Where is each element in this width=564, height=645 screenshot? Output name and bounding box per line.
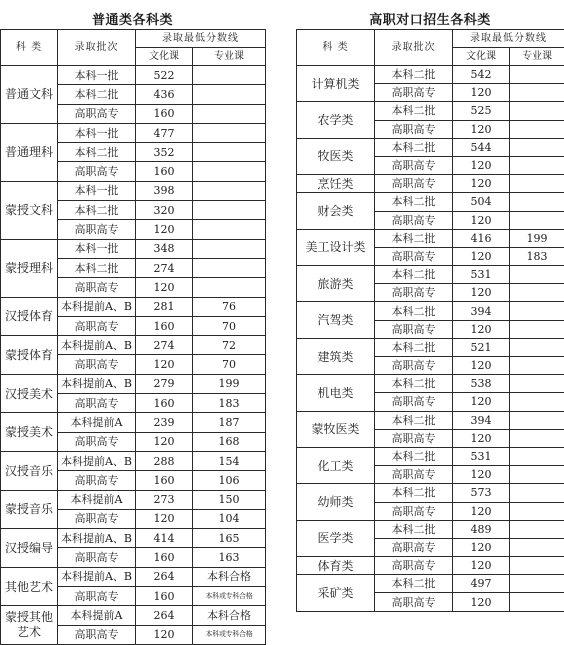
- table-row: [1, 529, 266, 548]
- batch-cell: 高职高专: [375, 538, 453, 556]
- major-score-cell: 本科或专科合格: [193, 625, 266, 644]
- batch-cell: 本科二批: [58, 85, 136, 104]
- culture-score-cell: 239: [136, 413, 193, 432]
- batch-cell: 本科提前A: [58, 490, 136, 509]
- table-row: [1, 297, 266, 316]
- batch-cell: 本科二批: [375, 193, 453, 211]
- batch-cell: 高职高专: [375, 393, 453, 411]
- batch-cell: 高职高专: [375, 429, 453, 447]
- culture-score-cell: 120: [453, 357, 510, 375]
- batch-cell: 高职高专: [58, 104, 136, 123]
- subject-cell: 汉授体育: [1, 297, 58, 336]
- subject-cell: 蒙牧医类: [297, 411, 375, 447]
- culture-score-cell: 573: [453, 484, 510, 502]
- subject-cell: 财会类: [297, 193, 375, 229]
- vocational-score-table: [296, 29, 564, 612]
- culture-score-cell: 120: [453, 284, 510, 302]
- general-score-table: [0, 29, 266, 645]
- batch-cell: 高职高专: [375, 284, 453, 302]
- batch-cell: 高职高专: [58, 220, 136, 239]
- table-row: [1, 606, 266, 625]
- table-row: [297, 266, 564, 284]
- culture-score-cell: 120: [136, 355, 193, 374]
- culture-score-cell: 160: [136, 548, 193, 567]
- batch-cell: 高职高专: [375, 466, 453, 484]
- culture-score-cell: 320: [136, 201, 193, 220]
- major-score-cell: [510, 211, 564, 229]
- batch-cell: 高职高专: [375, 247, 453, 265]
- culture-score-cell: 274: [136, 258, 193, 277]
- batch-cell: 本科二批: [58, 201, 136, 220]
- table-row: [297, 520, 564, 538]
- major-score-cell: 187: [193, 413, 266, 432]
- culture-score-cell: 497: [453, 575, 510, 593]
- major-score-cell: 106: [193, 471, 266, 490]
- culture-score-cell: 160: [136, 104, 193, 123]
- culture-score-cell: 352: [136, 143, 193, 162]
- major-score-cell: [510, 393, 564, 411]
- major-score-cell: 199: [510, 229, 564, 247]
- batch-cell: 本科二批: [58, 143, 136, 162]
- batch-cell: 高职高专: [375, 120, 453, 138]
- subject-cell: 机电类: [297, 375, 375, 411]
- major-score-cell: [510, 520, 564, 538]
- table-row: [1, 123, 266, 142]
- batch-header: 录取批次: [375, 30, 453, 66]
- subject-cell: 化工类: [297, 447, 375, 483]
- culture-score-cell: 120: [136, 278, 193, 297]
- subject-cell: 蒙授体育: [1, 336, 58, 375]
- culture-score-cell: 120: [453, 84, 510, 102]
- major-header: 专业课: [510, 48, 564, 66]
- subject-cell: 牧医类: [297, 138, 375, 174]
- major-score-cell: [510, 102, 564, 120]
- major-score-cell: [193, 239, 266, 258]
- subject-cell: 医学类: [297, 520, 375, 556]
- culture-score-cell: 120: [136, 432, 193, 451]
- subject-cell: 美工设计类: [297, 229, 375, 265]
- subject-cell: 蒙授文科: [1, 181, 58, 239]
- culture-score-cell: 120: [136, 509, 193, 528]
- table-row: [297, 193, 564, 211]
- culture-score-cell: 120: [453, 156, 510, 174]
- batch-cell: 本科一批: [58, 181, 136, 200]
- batch-cell: 高职高专: [375, 557, 453, 575]
- subject-cell: 普通理科: [1, 123, 58, 181]
- major-score-cell: [510, 138, 564, 156]
- major-score-cell: [193, 220, 266, 239]
- subject-cell: 采矿类: [297, 575, 375, 611]
- batch-cell: 高职高专: [375, 211, 453, 229]
- table-row: [297, 575, 564, 593]
- table-row: [1, 567, 266, 586]
- batch-cell: 高职高专: [58, 432, 136, 451]
- batch-cell: 本科提前A、B: [58, 336, 136, 355]
- subject-cell: 汉授编导: [1, 529, 58, 568]
- major-score-cell: [510, 502, 564, 520]
- batch-cell: 高职高专: [375, 84, 453, 102]
- table-row: [1, 451, 266, 470]
- culture-score-cell: 436: [136, 85, 193, 104]
- header-row: [1, 30, 266, 48]
- subject-cell: 汉授音乐: [1, 451, 58, 490]
- culture-score-cell: 522: [136, 66, 193, 85]
- batch-cell: 本科一批: [58, 123, 136, 142]
- culture-score-cell: 120: [453, 557, 510, 575]
- batch-cell: 本科二批: [375, 484, 453, 502]
- major-score-cell: 76: [193, 297, 266, 316]
- header-row: [297, 30, 564, 48]
- table-row: [297, 338, 564, 356]
- major-score-cell: 163: [193, 548, 266, 567]
- major-score-cell: [193, 143, 266, 162]
- subject-cell: 其他艺术: [1, 567, 58, 606]
- batch-cell: 高职高专: [58, 278, 136, 297]
- major-score-cell: [510, 156, 564, 174]
- major-score-cell: 168: [193, 432, 266, 451]
- culture-score-cell: 288: [136, 451, 193, 470]
- subject-header: 科 类: [297, 30, 375, 66]
- major-score-cell: [193, 278, 266, 297]
- culture-score-cell: 525: [453, 102, 510, 120]
- culture-score-cell: 544: [453, 138, 510, 156]
- table-row: [297, 102, 564, 120]
- major-score-cell: [510, 557, 564, 575]
- major-score-cell: [510, 84, 564, 102]
- batch-cell: 高职高专: [375, 320, 453, 338]
- subject-cell: 蒙授理科: [1, 239, 58, 297]
- table-row: [297, 557, 564, 575]
- table-row: [297, 411, 564, 429]
- culture-score-cell: 538: [453, 375, 510, 393]
- major-score-cell: [193, 162, 266, 181]
- culture-score-cell: 120: [453, 502, 510, 520]
- batch-cell: 本科二批: [375, 229, 453, 247]
- batch-cell: 高职高专: [58, 587, 136, 606]
- batch-cell: 本科二批: [375, 138, 453, 156]
- culture-score-cell: 160: [136, 587, 193, 606]
- batch-cell: 高职高专: [58, 394, 136, 413]
- major-score-cell: 199: [193, 374, 266, 393]
- major-score-cell: [510, 375, 564, 393]
- culture-score-cell: 120: [453, 466, 510, 484]
- major-score-cell: 165: [193, 529, 266, 548]
- major-score-cell: 72: [193, 336, 266, 355]
- batch-cell: 本科二批: [375, 375, 453, 393]
- subject-cell: 计算机类: [297, 66, 375, 102]
- major-score-cell: [510, 447, 564, 465]
- major-score-cell: [510, 193, 564, 211]
- culture-score-cell: 120: [453, 393, 510, 411]
- subject-cell: 蒙授其他艺术: [1, 606, 58, 645]
- subject-cell: 幼师类: [297, 484, 375, 520]
- batch-cell: 本科提前A、B: [58, 529, 136, 548]
- culture-score-cell: 348: [136, 239, 193, 258]
- major-score-cell: [510, 466, 564, 484]
- major-score-cell: 183: [193, 394, 266, 413]
- major-score-cell: [193, 181, 266, 200]
- batch-cell: 本科提前A: [58, 606, 136, 625]
- major-score-cell: [193, 104, 266, 123]
- batch-cell: 本科提前A、B: [58, 297, 136, 316]
- batch-cell: 本科二批: [375, 66, 453, 84]
- major-score-cell: [510, 575, 564, 593]
- batch-cell: 高职高专: [58, 355, 136, 374]
- table-row: [1, 374, 266, 393]
- major-score-cell: [193, 123, 266, 142]
- subject-cell: 蒙授美术: [1, 413, 58, 452]
- culture-score-cell: 120: [453, 593, 510, 611]
- culture-score-cell: 414: [136, 529, 193, 548]
- major-score-cell: 104: [193, 509, 266, 528]
- major-score-cell: [510, 484, 564, 502]
- batch-cell: 本科二批: [375, 520, 453, 538]
- culture-score-cell: 394: [453, 411, 510, 429]
- batch-cell: 高职高专: [58, 471, 136, 490]
- major-score-cell: 70: [193, 355, 266, 374]
- batch-cell: 本科二批: [375, 575, 453, 593]
- culture-score-cell: 160: [136, 316, 193, 335]
- culture-score-cell: 120: [453, 247, 510, 265]
- culture-score-cell: 531: [453, 447, 510, 465]
- subject-cell: 建筑类: [297, 338, 375, 374]
- table-row: [297, 175, 564, 193]
- table-row: [297, 302, 564, 320]
- major-score-cell: [510, 593, 564, 611]
- batch-cell: 本科二批: [375, 266, 453, 284]
- major-score-cell: 本科合格: [193, 567, 266, 586]
- batch-cell: 本科提前A、B: [58, 374, 136, 393]
- vocational-panel-title: 高职对口招生各科类: [296, 9, 564, 28]
- batch-cell: 高职高专: [58, 162, 136, 181]
- table-row: [297, 447, 564, 465]
- batch-cell: 高职高专: [375, 593, 453, 611]
- batch-cell: 本科二批: [375, 447, 453, 465]
- subject-cell: 烹饪类: [297, 175, 375, 193]
- subject-cell: 旅游类: [297, 266, 375, 302]
- major-score-cell: 本科合格: [193, 606, 266, 625]
- table-row: [1, 66, 266, 85]
- culture-score-cell: 264: [136, 567, 193, 586]
- table-row: [297, 66, 564, 84]
- culture-score-cell: 274: [136, 336, 193, 355]
- culture-header: 文化课: [136, 48, 193, 66]
- batch-cell: 高职高专: [58, 316, 136, 335]
- batch-cell: 本科二批: [375, 338, 453, 356]
- major-score-cell: 150: [193, 490, 266, 509]
- major-score-cell: [510, 338, 564, 356]
- major-score-cell: [510, 411, 564, 429]
- table-row: [1, 239, 266, 258]
- major-score-cell: [510, 538, 564, 556]
- major-score-cell: [193, 258, 266, 277]
- culture-score-cell: 160: [136, 394, 193, 413]
- culture-score-cell: 398: [136, 181, 193, 200]
- subject-cell: 汽驾类: [297, 302, 375, 338]
- table-row: [1, 490, 266, 509]
- batch-cell: 本科二批: [375, 411, 453, 429]
- major-score-cell: 本科或专科合格: [193, 587, 266, 606]
- batch-header: 录取批次: [58, 30, 136, 66]
- batch-cell: 本科一批: [58, 239, 136, 258]
- subject-cell: 普通文科: [1, 66, 58, 124]
- culture-score-cell: 120: [453, 120, 510, 138]
- culture-score-cell: 489: [453, 520, 510, 538]
- batch-cell: 本科二批: [58, 258, 136, 277]
- batch-cell: 高职高专: [58, 625, 136, 644]
- major-score-cell: [193, 201, 266, 220]
- major-score-cell: [510, 357, 564, 375]
- batch-cell: 本科二批: [375, 302, 453, 320]
- subject-cell: 体育类: [297, 557, 375, 575]
- culture-score-cell: 273: [136, 490, 193, 509]
- min-score-header: 录取最低分数线: [136, 30, 266, 48]
- subject-cell: 汉授美术: [1, 374, 58, 413]
- major-score-cell: [510, 175, 564, 193]
- culture-score-cell: 120: [453, 429, 510, 447]
- batch-cell: 高职高专: [58, 509, 136, 528]
- culture-score-cell: 120: [136, 220, 193, 239]
- table-row: [1, 336, 266, 355]
- batch-cell: 高职高专: [58, 548, 136, 567]
- batch-cell: 本科提前A: [58, 413, 136, 432]
- culture-score-cell: 477: [136, 123, 193, 142]
- major-score-cell: [193, 85, 266, 104]
- major-score-cell: [510, 120, 564, 138]
- table-row: [297, 138, 564, 156]
- major-score-cell: [510, 284, 564, 302]
- table-row: [1, 413, 266, 432]
- batch-cell: 本科提前A、B: [58, 451, 136, 470]
- culture-score-cell: 120: [453, 320, 510, 338]
- major-score-cell: [510, 66, 564, 84]
- culture-score-cell: 120: [453, 538, 510, 556]
- culture-header: 文化课: [453, 48, 510, 66]
- min-score-header: 录取最低分数线: [453, 30, 564, 48]
- culture-score-cell: 160: [136, 162, 193, 181]
- batch-cell: 高职高专: [375, 156, 453, 174]
- table-row: [297, 484, 564, 502]
- subject-cell: 农学类: [297, 102, 375, 138]
- subject-header: 科 类: [1, 30, 58, 66]
- batch-cell: 高职高专: [375, 502, 453, 520]
- batch-cell: 本科二批: [375, 102, 453, 120]
- culture-score-cell: 542: [453, 66, 510, 84]
- culture-score-cell: 120: [453, 211, 510, 229]
- major-score-cell: [510, 266, 564, 284]
- culture-score-cell: 160: [136, 471, 193, 490]
- culture-score-cell: 281: [136, 297, 193, 316]
- culture-score-cell: 120: [136, 625, 193, 644]
- culture-score-cell: 279: [136, 374, 193, 393]
- major-score-cell: [510, 429, 564, 447]
- major-score-cell: 70: [193, 316, 266, 335]
- major-score-cell: [510, 302, 564, 320]
- culture-score-cell: 120: [453, 175, 510, 193]
- culture-score-cell: 504: [453, 193, 510, 211]
- batch-cell: 高职高专: [375, 175, 453, 193]
- culture-score-cell: 264: [136, 606, 193, 625]
- culture-score-cell: 394: [453, 302, 510, 320]
- major-score-cell: 154: [193, 451, 266, 470]
- culture-score-cell: 531: [453, 266, 510, 284]
- table-row: [297, 375, 564, 393]
- table-row: [1, 181, 266, 200]
- batch-cell: 本科一批: [58, 66, 136, 85]
- batch-cell: 本科提前A、B: [58, 567, 136, 586]
- culture-score-cell: 416: [453, 229, 510, 247]
- general-panel-title: 普通类各科类: [0, 9, 265, 28]
- major-header: 专业课: [193, 48, 266, 66]
- major-score-cell: 183: [510, 247, 564, 265]
- culture-score-cell: 521: [453, 338, 510, 356]
- major-score-cell: [193, 66, 266, 85]
- table-row: [297, 229, 564, 247]
- subject-cell: 蒙授音乐: [1, 490, 58, 529]
- batch-cell: 高职高专: [375, 357, 453, 375]
- major-score-cell: [510, 320, 564, 338]
